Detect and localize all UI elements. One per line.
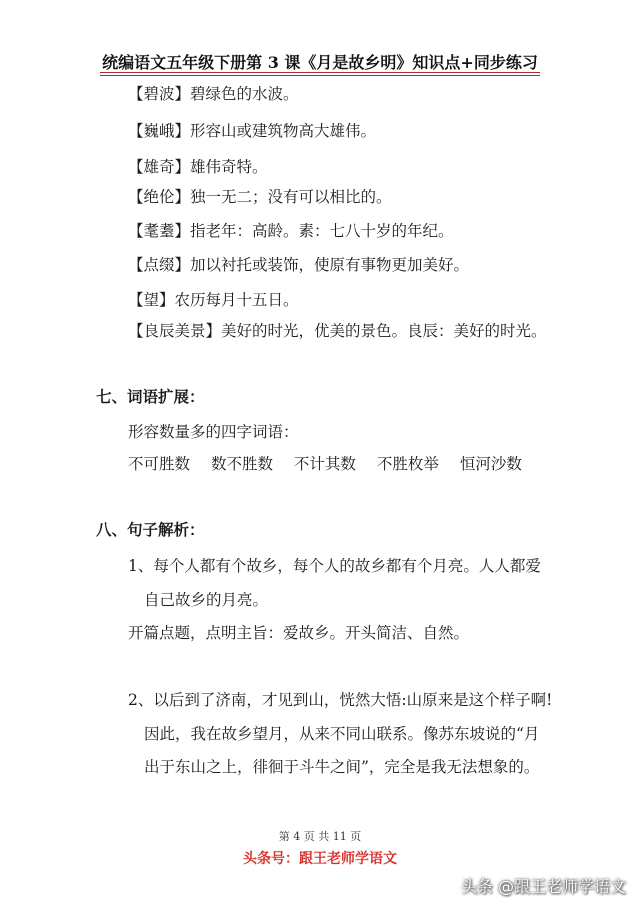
phrase-item: 不计其数 — [293, 455, 356, 473]
vocab-entry — [128, 321, 547, 341]
vocab-term: 【望】 — [128, 291, 175, 309]
vocab-entry — [128, 187, 392, 207]
phrase-list — [128, 454, 538, 474]
vocab-term: 【碧波】 — [128, 85, 191, 103]
vocab-entry — [128, 221, 454, 241]
sentence-text: 自己故乡的月亮。 — [144, 591, 269, 609]
vocab-term: 【良辰美景】 — [128, 322, 222, 340]
phrase-item: 不胜枚举 — [376, 455, 439, 473]
vocab-definition: 农历每月十五日。 — [174, 291, 299, 309]
vocab-definition: 雄伟奇特。 — [190, 158, 268, 176]
phrase-item: 恒河沙数 — [459, 455, 522, 473]
phrase-item: 数不胜数 — [210, 455, 273, 473]
document-title: 统编语文五年级下册第 3 课《月是故乡明》知识点+同步练习 — [102, 53, 538, 72]
vocab-term: 【雄奇】 — [128, 158, 191, 176]
section-heading-expansion: 七、词语扩展： — [96, 387, 205, 406]
vocab-term: 【耄耋】 — [128, 222, 191, 240]
vocab-definition: 独一无二；没有可以相比的。 — [190, 188, 392, 206]
sentence-analysis: 开篇点题，点明主旨：爱故乡。开头简洁、自然。 — [128, 624, 470, 642]
sentence-text: 出于东山之上，徘徊于斗牛之间”，完全是我无法想象的。 — [144, 758, 540, 776]
phrase-item: 不可胜数 — [128, 455, 191, 473]
vocab-entry — [128, 121, 376, 141]
vocab-definition: 形容山或建筑物高大雄伟。 — [190, 122, 377, 140]
vocab-definition: 指老年：高龄。素：七八十岁的年纪。 — [190, 222, 454, 240]
vocab-definition: 碧绿色的水波。 — [190, 85, 299, 103]
vocab-entry — [128, 84, 299, 104]
vocab-definition: 加以衬托或装饰，使原有事物更加美好。 — [190, 256, 470, 274]
vocab-term: 【巍峨】 — [128, 122, 191, 140]
vocab-entry — [128, 255, 469, 275]
source-attribution: 头条号：跟王老师学语文 — [243, 851, 397, 867]
section-heading-analysis: 八、句子解析： — [96, 520, 205, 539]
vocab-entry — [128, 290, 299, 310]
sentence-text: 因此，我在故乡望月，从来不同山联系。像苏东坡说的“月 — [144, 725, 540, 743]
page-number: 第 4 页 共 11 页 — [278, 830, 362, 843]
vocab-term: 【绝伦】 — [128, 188, 191, 206]
watermark: 头条 @跟王老师学语文 — [460, 877, 626, 896]
sentence-text: 2、以后到了济南，才见到山，恍然大悟:山原来是这个样子啊! — [128, 691, 553, 709]
vocab-term: 【点缀】 — [128, 256, 191, 274]
header-divider — [100, 72, 540, 73]
section-subheading: 形容数量多的四字词语： — [128, 423, 299, 441]
header-divider-secondary — [100, 75, 540, 76]
vocab-definition: 美好的时光，优美的景色。良辰：美好的时光。 — [221, 322, 547, 340]
vocab-entry — [128, 157, 268, 177]
sentence-text: 1、每个人都有个故乡，每个人的故乡都有个月亮。人人都爱 — [128, 557, 541, 575]
